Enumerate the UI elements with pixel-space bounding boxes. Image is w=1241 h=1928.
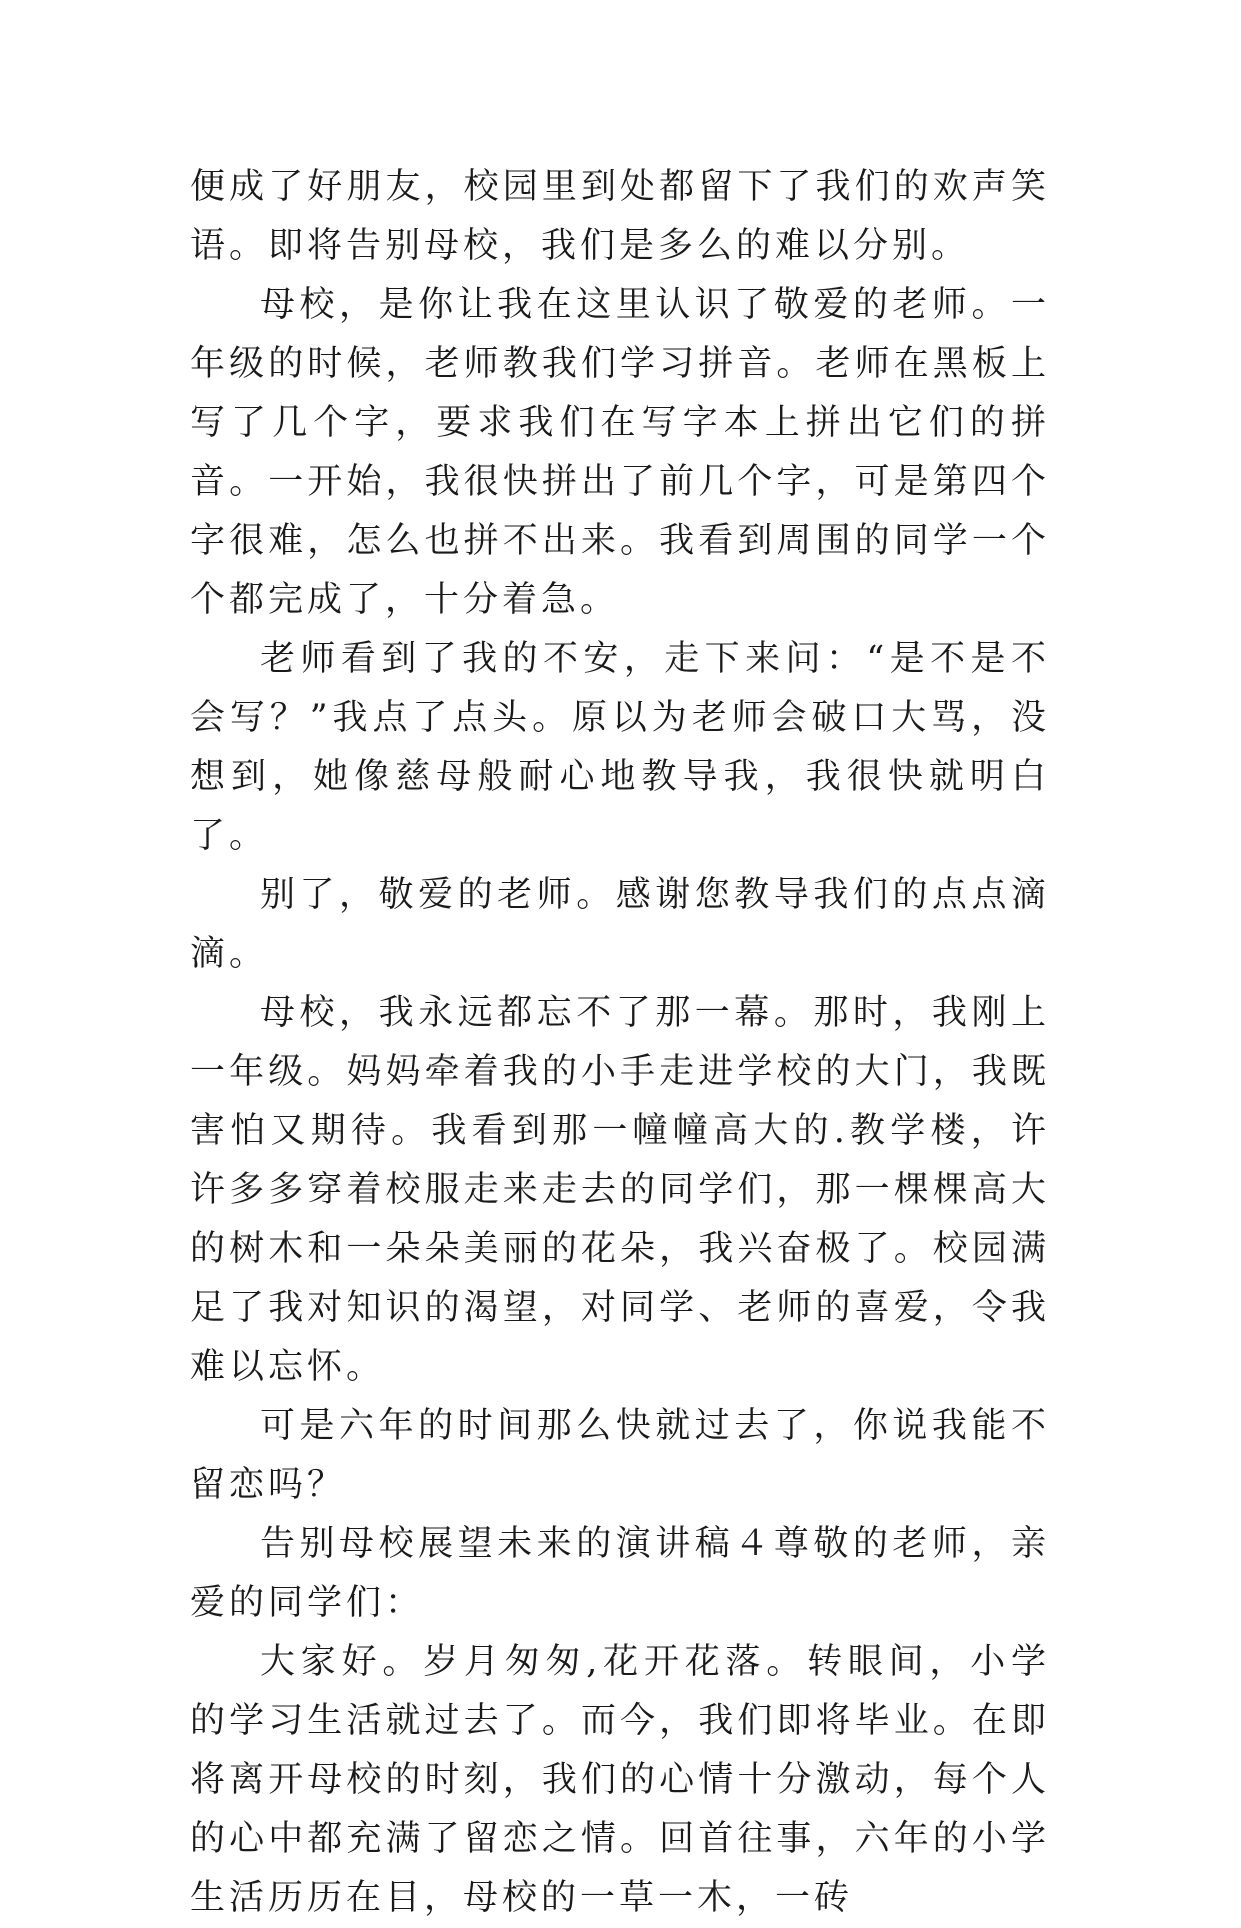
document-body xyxy=(190,158,1050,1928)
paragraph-3: 老师看到了我的不安，走下来问：“是不是不会写？”我点了点头。原以为老师会破口大骂，没想到，她像慈母般耐心地教导我，我很快就明白了。 xyxy=(190,639,1050,856)
paragraph-8: 大家好。岁月匆匆,花开花落。转眼间，小学的学习生活就过去了。而今，我们即将毕业。在即将离开母校的时刻，我们的心情十分激动，每个人的心中都充满了留恋之情。回首往事，六年的小学生活历历在目，母校的一草一木，一砖 xyxy=(190,1642,1050,1918)
paragraph-2: 母校，是你让我在这里认识了敬爱的老师。一年级的时候，老师教我们学习拼音。老师在黑板上写了几个字，要求我们在写字本上拼出它们的拼音。一开始，我很快拼出了前几个字，可是第四个字很难，怎么也拼不出来。我看到周围的同学一个个都完成了，十分着急。 xyxy=(190,285,1050,620)
paragraph-5: 母校，我永远都忘不了那一幕。那时，我刚上一年级。妈妈牵着我的小手走进学校的大门，我既害怕又期待。我看到那一幢幢高大的.教学楼，许许多多穿着校服走来走去的同学们，那一棵棵高大的树木和一朵朵美丽的花朵，我兴奋极了。校园满足了我对知识的渴望，对同学、老师的喜爱，令我难以忘怀。 xyxy=(190,993,1050,1387)
paragraph-1: 便成了好朋友，校园里到处都留下了我们的欢声笑语。即将告别母校，我们是多么的难以分别。 xyxy=(190,167,1050,266)
paragraph-4: 别了，敬爱的老师。感谢您教导我们的点点滴滴。 xyxy=(190,875,1050,974)
paragraph-6: 可是六年的时间那么快就过去了，你说我能不留恋吗？ xyxy=(190,1406,1050,1505)
paragraph-7: 告别母校展望未来的演讲稿４尊敬的老师，亲爱的同学们： xyxy=(190,1524,1050,1623)
